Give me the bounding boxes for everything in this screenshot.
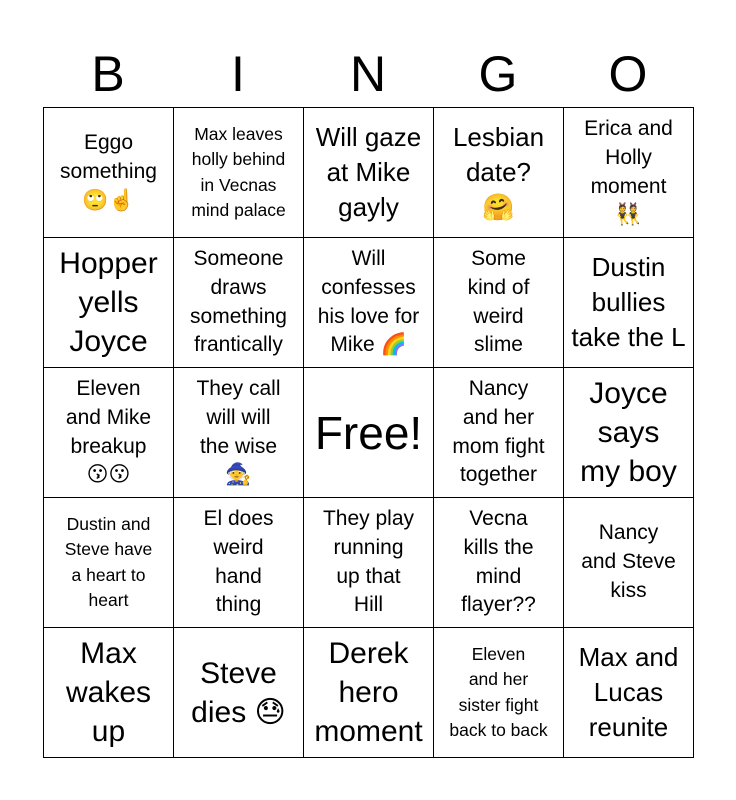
bingo-cell[interactable] xyxy=(304,238,434,368)
cell-text: They play running up that Hill xyxy=(322,506,415,617)
bingo-cell[interactable] xyxy=(174,498,304,628)
bingo-cell[interactable] xyxy=(564,368,694,498)
bingo-cell[interactable] xyxy=(434,498,564,628)
header-letter-i: I xyxy=(231,46,245,102)
bingo-cell[interactable] xyxy=(44,628,174,758)
bingo-cell[interactable] xyxy=(44,498,174,628)
header-letter-b: B xyxy=(91,46,125,102)
cell-text: Eleven and Mike breakup 😗😗 xyxy=(65,376,152,487)
header-letter-o: O xyxy=(608,46,648,102)
bingo-board xyxy=(43,107,694,758)
bingo-cell[interactable] xyxy=(564,238,694,368)
bingo-cell[interactable] xyxy=(44,238,174,368)
bingo-cell[interactable] xyxy=(434,628,564,758)
cell-text: Dustin and Steve have a heart to heart xyxy=(64,513,153,610)
bingo-cell[interactable] xyxy=(434,368,564,498)
cell-text: Some kind of weird slime xyxy=(467,246,530,357)
cell-text: Nancy and Steve kiss xyxy=(581,521,676,602)
cell-text: They call will will the wise 🧙 xyxy=(196,376,281,487)
cell-text: Will confesses his love for Mike 🌈 xyxy=(317,246,420,357)
bingo-cell[interactable] xyxy=(564,108,694,238)
cell-text: Derek hero moment xyxy=(314,637,423,748)
bingo-cell[interactable] xyxy=(304,498,434,628)
bingo-cell[interactable] xyxy=(564,628,694,758)
bingo-cell[interactable] xyxy=(174,368,304,498)
header-letter-g: G xyxy=(478,46,518,102)
bingo-cell[interactable] xyxy=(174,238,304,368)
cell-text: Will gaze at Mike gayly xyxy=(315,121,422,223)
bingo-cell[interactable] xyxy=(44,108,174,238)
bingo-cell[interactable] xyxy=(174,628,304,758)
free-space-text: Free! xyxy=(314,406,423,459)
cell-text: Max leaves holly behind in Vecnas mind palace xyxy=(191,123,286,220)
cell-text: Eggo something 🙄☝️ xyxy=(60,131,157,212)
bingo-cell[interactable] xyxy=(304,628,434,758)
cell-text: Erica and Holly moment 👯 xyxy=(584,116,673,227)
cell-text: Joyce says my boy xyxy=(580,377,677,488)
bingo-cell[interactable] xyxy=(44,368,174,498)
bingo-cell[interactable] xyxy=(434,238,564,368)
cell-text: Dustin bullies take the L xyxy=(571,251,686,353)
cell-text: El does weird hand thing xyxy=(203,506,274,617)
header-letter-n: N xyxy=(349,46,387,102)
cell-text: Hopper yells Joyce xyxy=(59,247,158,358)
cell-text: Nancy and her mom fight together xyxy=(452,376,545,487)
bingo-header xyxy=(43,40,693,108)
cell-text: Vecna kills the mind flayer?? xyxy=(461,506,536,617)
cell-text: Eleven and her sister fight back to back xyxy=(449,643,548,740)
cell-text: Someone draws something frantically xyxy=(190,246,287,357)
cell-text: Max wakes up xyxy=(65,637,152,748)
free-space[interactable] xyxy=(304,368,434,498)
bingo-cell[interactable] xyxy=(434,108,564,238)
bingo-cell[interactable] xyxy=(174,108,304,238)
bingo-cell[interactable] xyxy=(564,498,694,628)
cell-text: Max and Lucas reunite xyxy=(578,641,679,743)
cell-text: Steve dies 😓 xyxy=(191,656,286,729)
cell-text: Lesbian date? 🤗 xyxy=(452,121,545,223)
bingo-cell[interactable] xyxy=(304,108,434,238)
